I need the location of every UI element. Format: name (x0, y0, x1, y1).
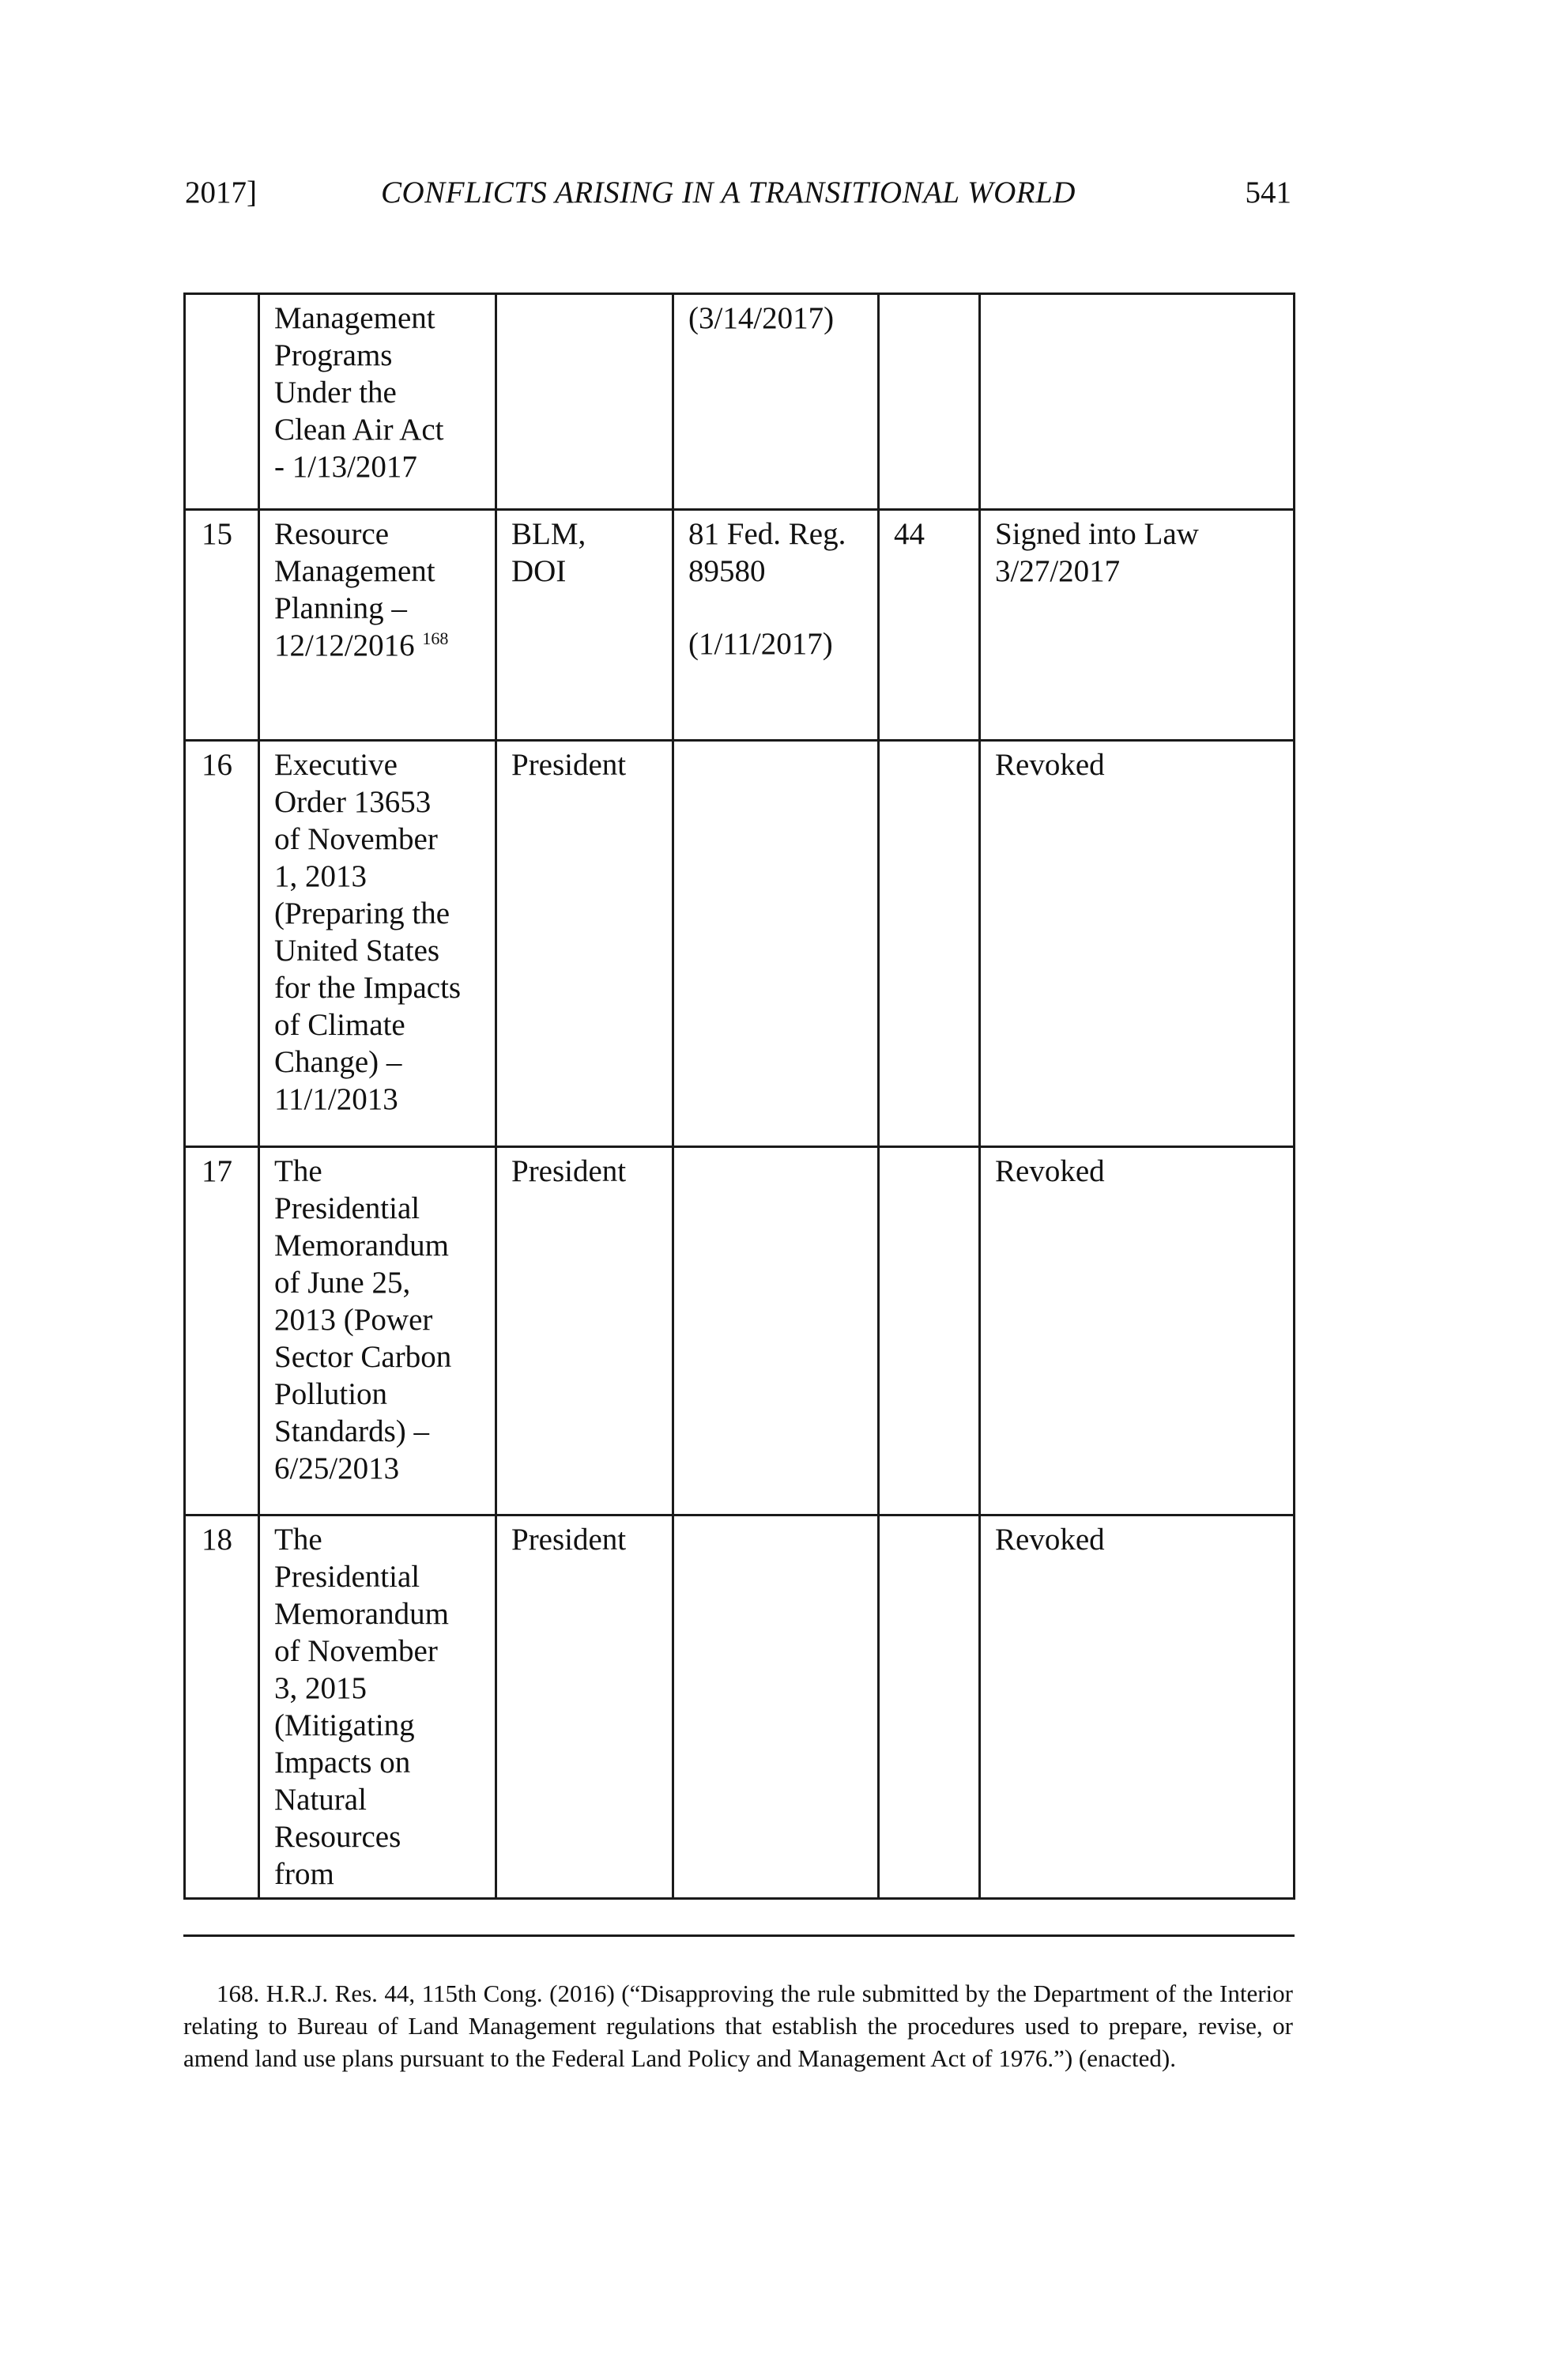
agency-cell (496, 741, 673, 1147)
item-line: Presidential (274, 1560, 420, 1594)
item-line: (Preparing the (274, 896, 450, 930)
item-line: The (274, 1523, 322, 1557)
item-line: Memorandum (274, 1597, 449, 1631)
item-line: (Mitigating (274, 1708, 415, 1742)
item-line: Planning – (274, 591, 407, 625)
footnote-reference: 168 (422, 628, 449, 648)
item-line: of Climate (274, 1008, 405, 1042)
item-cell (259, 741, 496, 1147)
status-cell: Revoked (980, 741, 1295, 1147)
item-line: Management (274, 301, 435, 335)
running-head-title: CONFLICTS ARISING IN A TRANSITIONAL WORLD (381, 176, 1076, 209)
agency-line: President (511, 748, 627, 782)
regulations-table (183, 293, 1295, 1900)
citation-cell (673, 1147, 879, 1515)
status-cell (980, 294, 1295, 510)
item-line: Impacts on (274, 1746, 411, 1780)
table-row (185, 510, 1295, 741)
item-line: Sector Carbon (274, 1340, 452, 1374)
table-row (185, 1515, 1295, 1899)
item-line (274, 627, 481, 664)
citation-date: (3/14/2017) (688, 301, 835, 335)
item-line: Under the (274, 376, 397, 410)
item-line: Executive (274, 748, 398, 782)
item-line: Programs (274, 338, 393, 372)
resolution-cell (879, 741, 980, 1147)
item-line: Standards) – (274, 1414, 430, 1448)
item-line: 1, 2013 (274, 859, 367, 893)
item-line: Clean Air Act (274, 413, 444, 447)
row-number-cell: 18 (185, 1515, 259, 1899)
item-cell (259, 1147, 496, 1515)
status-cell: Revoked (980, 1515, 1295, 1899)
item-cell (259, 510, 496, 741)
citation-cell (673, 510, 879, 741)
resolution-cell (879, 1147, 980, 1515)
status-cell: Revoked (980, 1147, 1295, 1515)
item-line: Presidential (274, 1191, 420, 1225)
item-line: Management (274, 554, 435, 588)
item-cell (259, 294, 496, 510)
agency-cell (496, 1515, 673, 1899)
item-line: Resource (274, 517, 390, 551)
row-number-cell (185, 294, 259, 510)
running-head-volume-year: 2017] (185, 176, 257, 209)
item-line: Pollution (274, 1377, 388, 1411)
item-line: - 1/13/2017 (274, 450, 417, 484)
item-line: Change) – (274, 1045, 402, 1079)
item-line: for the Impacts (274, 971, 462, 1005)
item-line: Resources (274, 1820, 401, 1854)
item-line: Natural (274, 1783, 367, 1817)
citation-cell (673, 294, 879, 510)
running-head (185, 172, 1291, 213)
page-number: 541 (1245, 176, 1291, 209)
row-number-cell: 15 (185, 510, 259, 741)
resolution-cell (879, 294, 980, 510)
agency-line: President (511, 1523, 627, 1557)
item-line: Order 13653 (274, 785, 432, 819)
item-line: 11/1/2013 (274, 1082, 398, 1116)
item-line-text: 12/12/2016 (274, 628, 415, 662)
item-line: The (274, 1154, 322, 1188)
status-cell: Signed into Law 3/27/2017 (980, 510, 1295, 741)
agency-line: DOI (511, 554, 567, 588)
item-line: of June 25, (274, 1266, 411, 1300)
item-line: Memorandum (274, 1229, 449, 1263)
agency-cell (496, 294, 673, 510)
resolution-cell (879, 1515, 980, 1899)
agency-line: President (511, 1154, 627, 1188)
item-line: of November (274, 1634, 438, 1668)
item-line: 6/25/2013 (274, 1451, 400, 1485)
item-line: of November (274, 822, 438, 856)
row-number-cell: 17 (185, 1147, 259, 1515)
citation-line: 89580 (688, 554, 766, 588)
row-number-cell: 16 (185, 741, 259, 1147)
table-row (185, 741, 1295, 1147)
item-line: 2013 (Power (274, 1303, 433, 1337)
footnote-168: 168. H.R.J. Res. 44, 115th Cong. (2016) (“Disapproving the rule submitted by the Department of the Interior relating to Bureau of Land Management regulations that establish the procedures used to prepare, revise, or amend land use plans pursuant to the Federal Land Policy and Management Act of 1976.”) (enacted). (183, 1980, 1293, 2072)
citation-line: 81 Fed. Reg. (688, 517, 846, 551)
item-cell (259, 1515, 496, 1899)
citation-cell (673, 741, 879, 1147)
item-line: 3, 2015 (274, 1671, 367, 1705)
item-line: from (274, 1857, 334, 1891)
citation-date: (1/11/2017) (688, 627, 833, 661)
table-row (185, 294, 1295, 510)
citation-cell (673, 1515, 879, 1899)
item-line: United States (274, 934, 440, 968)
agency-line: BLM, (511, 517, 586, 551)
footnote-divider (183, 1934, 1295, 1937)
agency-cell (496, 1147, 673, 1515)
table-row (185, 1147, 1295, 1515)
resolution-cell: 44 (879, 510, 980, 741)
agency-cell (496, 510, 673, 741)
